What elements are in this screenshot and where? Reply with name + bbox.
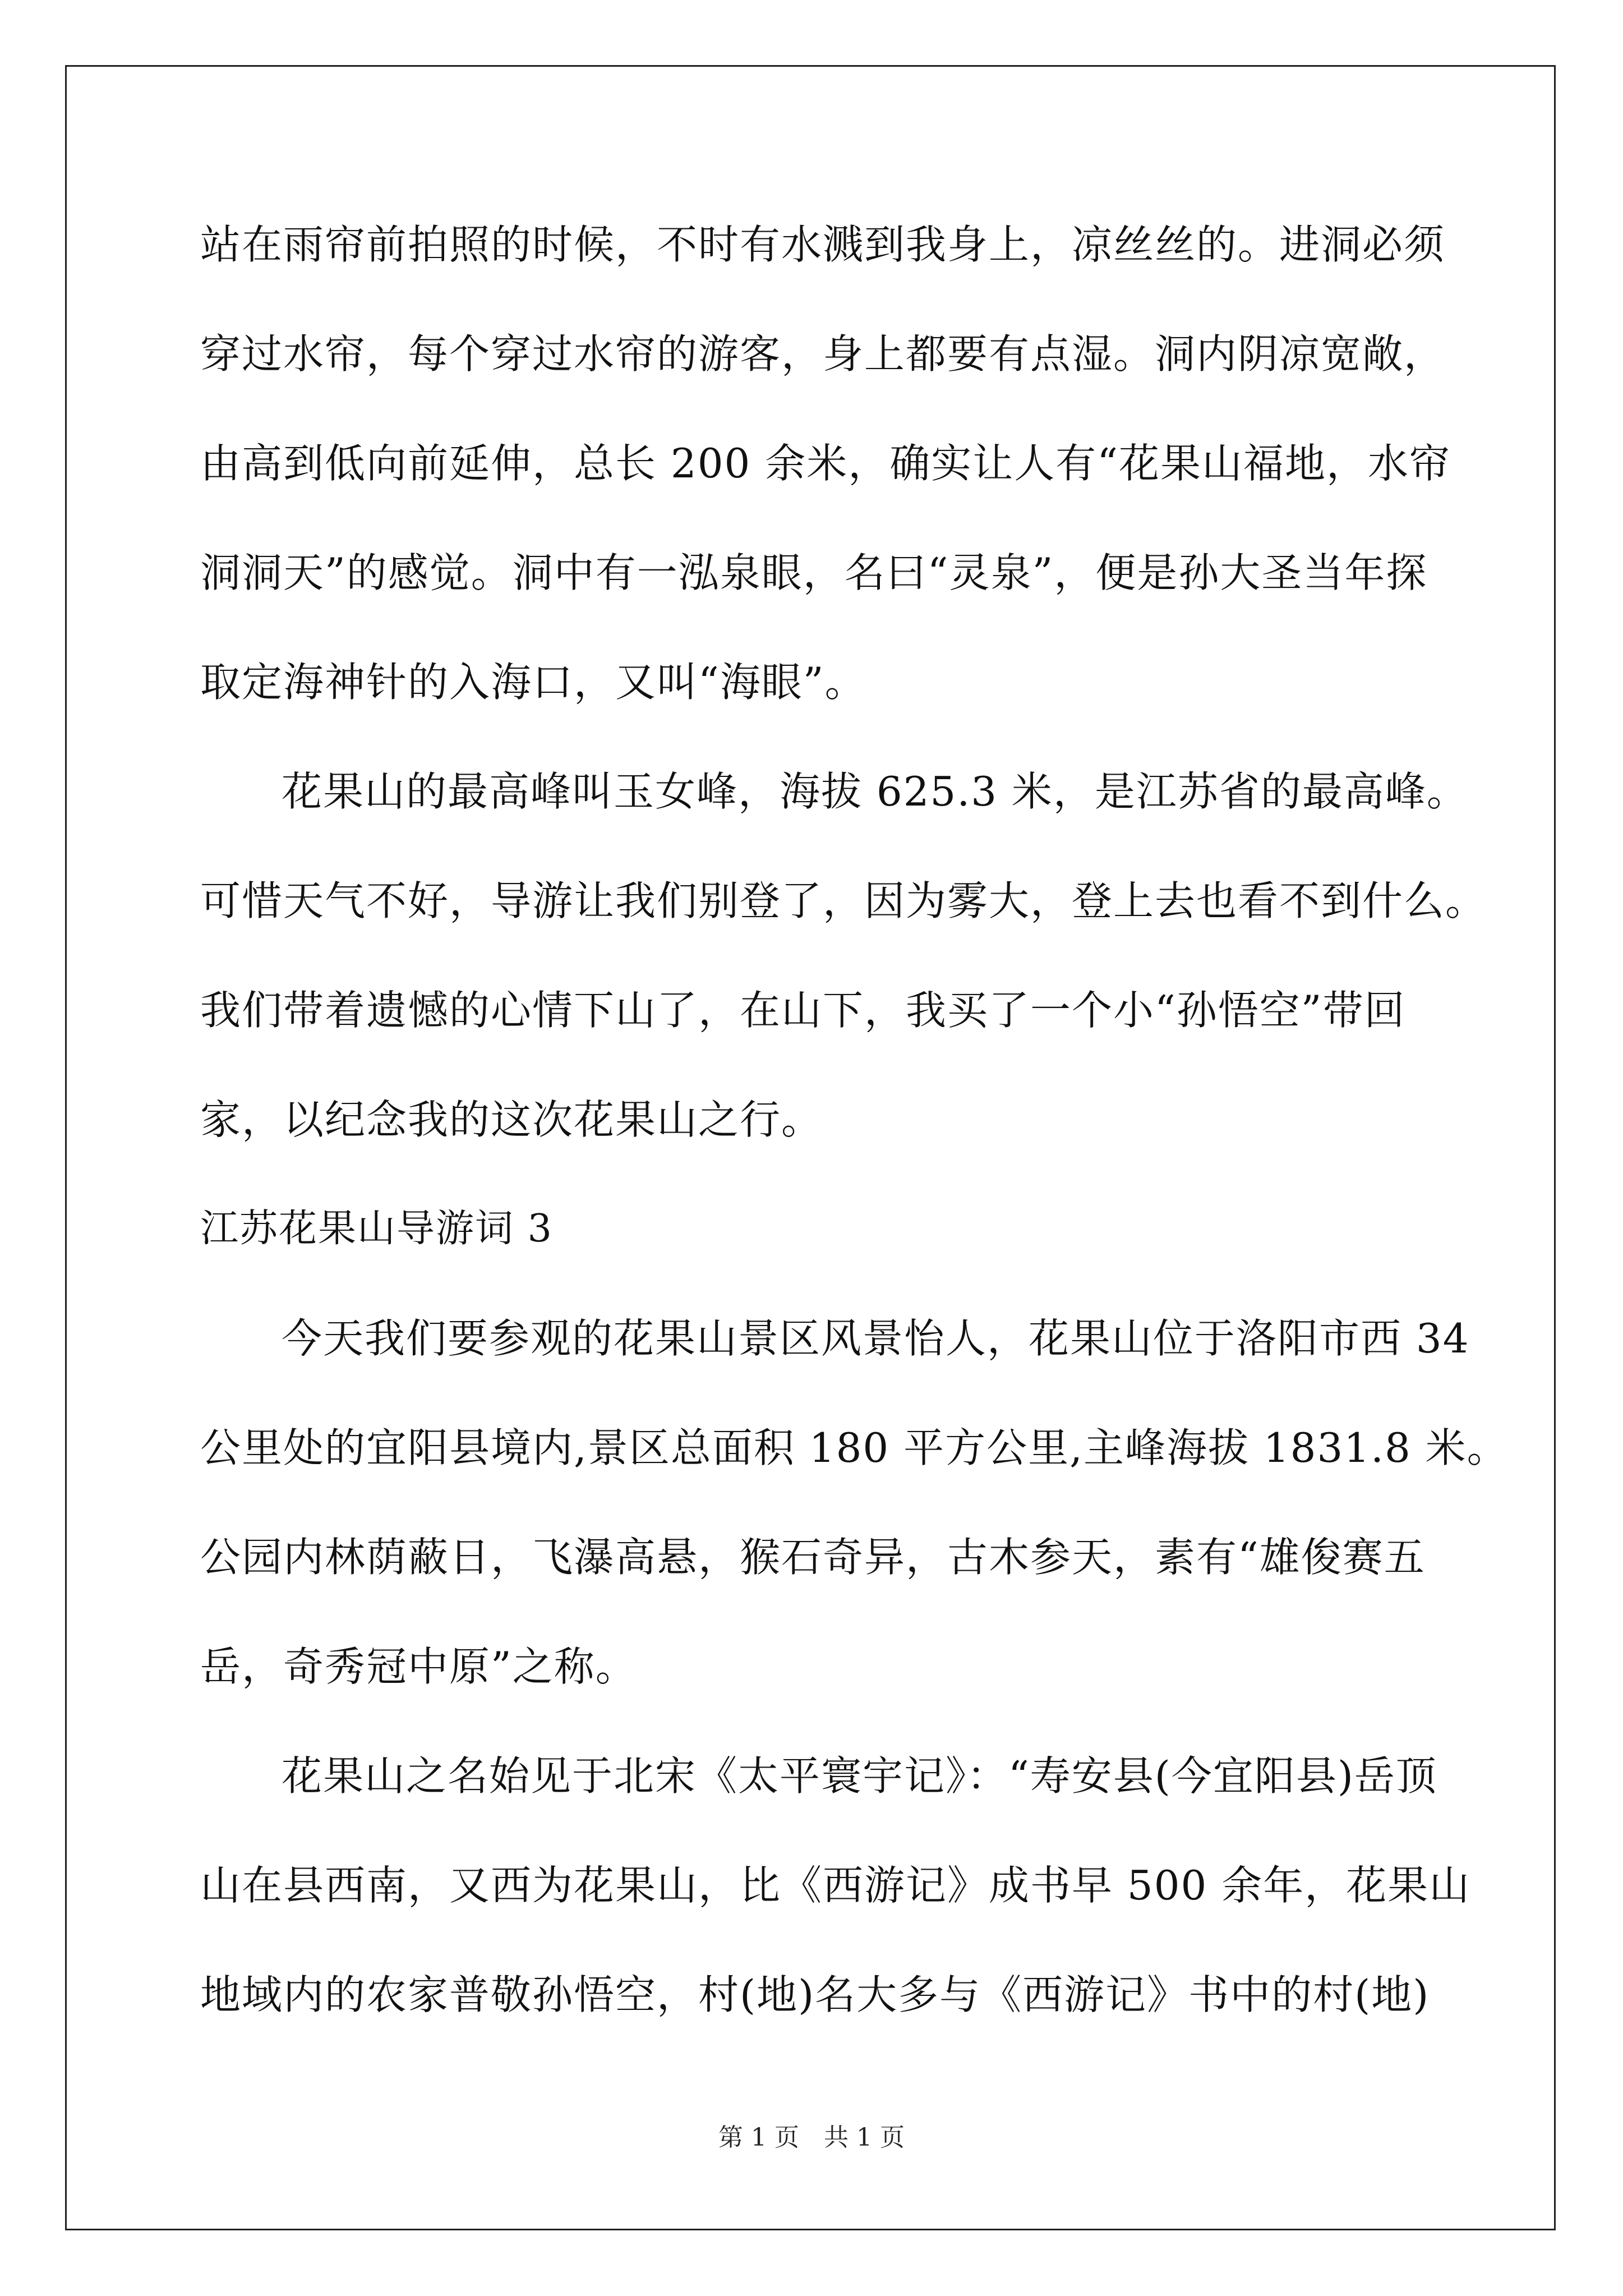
text-line: 家，以纪念我的这次花果山之行。 bbox=[200, 1096, 823, 1143]
section-heading: 江苏花果山导游词 3 bbox=[200, 1207, 553, 1251]
text-line: 公里处的宜阳县境内,景区总面积 180 平方公里,主峰海拔 1831.8 米。 bbox=[200, 1424, 1509, 1471]
text-line: 可惜天气不好，导游让我们别登了，因为雾大，登上去也看不到什么。 bbox=[200, 877, 1487, 924]
text-line: 岳，奇秀冠中原”之称。 bbox=[200, 1643, 637, 1690]
paragraph-start: 花果山之名始见于北宋《太平寰宇记》：“寿安县(今宜阳县)岳顶 bbox=[282, 1752, 1437, 1800]
text-line: 穿过水帘，每个穿过水帘的游客，身上都要有点湿。洞内阴凉宽敞， bbox=[200, 330, 1446, 378]
text-line: 我们带着遗憾的心情下山了，在山下，我买了一个小“孙悟空”带回 bbox=[200, 987, 1406, 1034]
text-line: 地域内的农家普敬孙悟空，村(地)名大多与《西游记》书中的村(地) bbox=[200, 1971, 1430, 2018]
paragraph-start: 今天我们要参观的花果山景区风景怡人，花果山位于洛阳市西 34 bbox=[282, 1315, 1470, 1362]
page-number: 第 1 页 共 1 页 bbox=[718, 2123, 905, 2152]
text-line: 取定海神针的入海口，又叫“海眼”。 bbox=[200, 659, 866, 706]
text-line: 站在雨帘前拍照的时候，不时有水溅到我身上，凉丝丝的。进洞必须 bbox=[200, 221, 1446, 268]
text-line: 山在县西南，又西为花果山，比《西游记》成书早 500 余年，花果山 bbox=[200, 1862, 1471, 1909]
text-line: 由高到低向前延伸，总长 200 余米，确实让人有“花果山福地，水帘 bbox=[200, 440, 1451, 487]
paragraph-start: 花果山的最高峰叫玉女峰，海拔 625.3 米，是江苏省的最高峰。 bbox=[282, 768, 1468, 815]
text-line: 公园内林荫蔽日，飞瀑高悬，猴石奇异，古木参天，素有“雄俊赛五 bbox=[200, 1534, 1426, 1581]
document-body bbox=[200, 218, 1509, 2077]
text-line: 洞洞天”的感觉。洞中有一泓泉眼，名曰“灵泉”，便是孙大圣当年探 bbox=[200, 549, 1428, 596]
page-footer bbox=[0, 2122, 1623, 2154]
